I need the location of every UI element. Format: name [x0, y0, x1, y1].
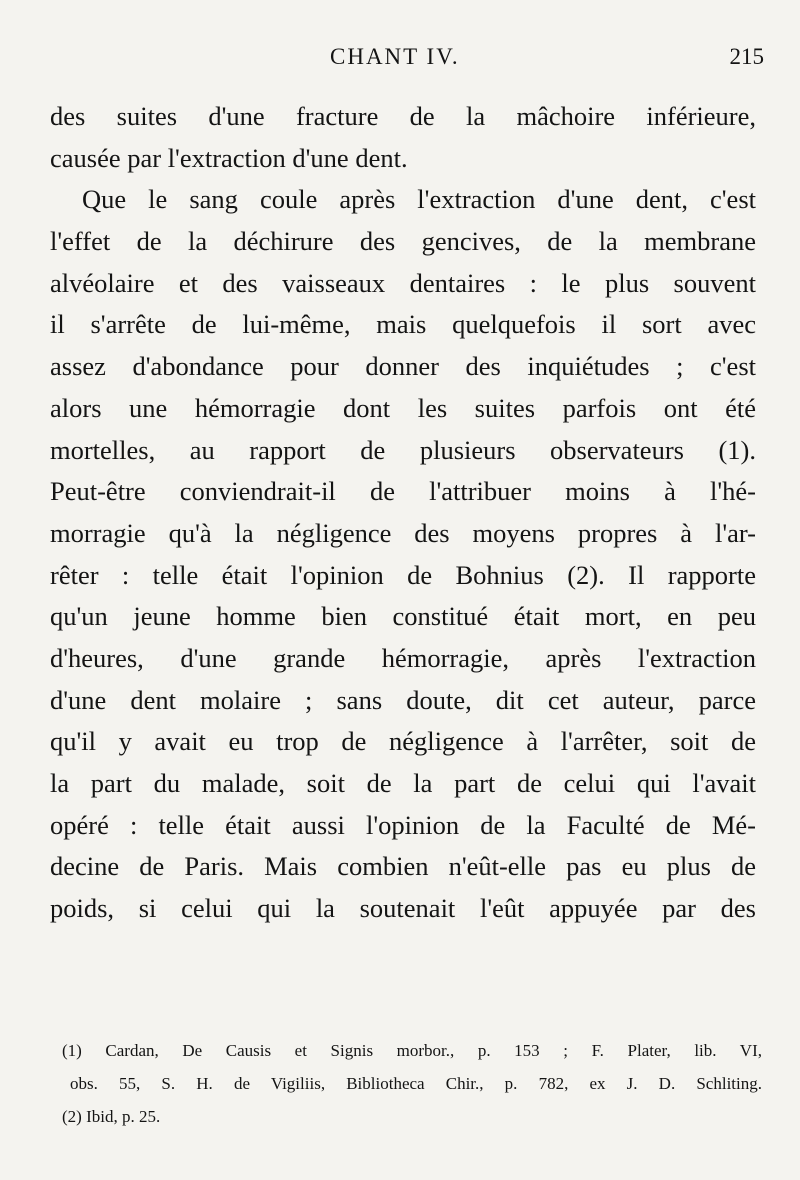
chapter-title: CHANT IV.: [330, 44, 460, 69]
text-line: d'heures, d'une grande hémorragie, après l'extraction: [50, 642, 756, 673]
text-line: poids, si celui qui la soutenait l'eût appuyée par des: [50, 893, 756, 924]
footnote-line: obs. 55, S. H. de Vigiliis, Bibliotheca Chir., p. 782, ex J. D. Schliting.: [70, 1074, 762, 1093]
text-line: qu'un jeune homme bien constitué était mort, en peu: [50, 601, 756, 632]
text-line: des suites d'une fracture de la mâchoire inférieure,: [50, 101, 756, 131]
text-line: il s'arrête de lui-même, mais quelquefois il sort avec: [50, 309, 756, 340]
text-line: assez d'abondance pour donner des inquiétudes ; c'est: [50, 351, 756, 382]
text-line: opéré : telle était aussi l'opinion de la Faculté de Mé-: [50, 809, 756, 840]
text-line: alors une hémorragie dont les suites parfois ont été: [50, 392, 756, 423]
page-number: 215: [729, 44, 764, 69]
text-line: alvéolaire et des vaisseaux dentaires : le plus souvent: [50, 267, 756, 298]
text-line: rêter : telle était l'opinion de Bohnius (2). Il rapporte: [50, 559, 756, 590]
text-line: la part du malade, soit de la part de celui qui l'avait: [50, 768, 756, 798]
text-line: d'une dent molaire ; sans doute, dit cet auteur, parce: [50, 684, 756, 715]
text-line: decine de Paris. Mais combien n'eût-elle pas eu plus de: [50, 851, 756, 882]
running-head: [0, 44, 800, 84]
text-line: l'effet de la déchirure des gencives, de la membrane: [50, 226, 756, 257]
body-text: [50, 96, 756, 930]
footnote-line: (1) Cardan, De Causis et Signis morbor., p. 153 ; F. Plater, lib. VI,: [62, 1041, 762, 1060]
text-line: morragie qu'à la négligence des moyens propres à l'ar-: [50, 517, 756, 548]
text-line: mortelles, au rapport de plusieurs observateurs (1).: [50, 434, 756, 465]
text-line: Que le sang coule après l'extraction d'une dent, c'est: [82, 184, 756, 215]
footnote-line: (2) Ibid, p. 25.: [62, 1107, 161, 1126]
text-line: Peut-être conviendrait-il de l'attribuer moins à l'hé-: [50, 476, 756, 507]
footnotes: [62, 1034, 762, 1133]
text-line: qu'il y avait eu trop de négligence à l'arrêter, soit de: [50, 726, 756, 757]
text-line: causée par l'extraction d'une dent.: [50, 142, 408, 173]
